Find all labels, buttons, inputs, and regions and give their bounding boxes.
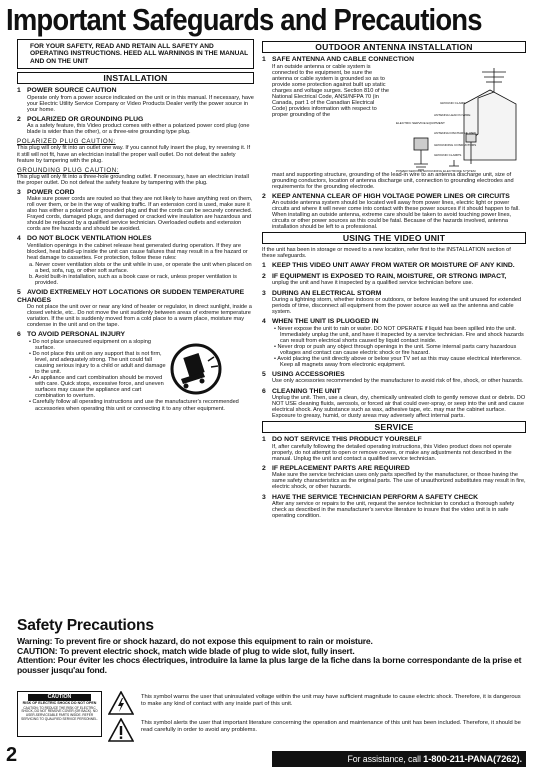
assistance-phone: 1-800-211-PANA(7262). (423, 753, 522, 764)
warning-line: Warning: To prevent fire or shock hazard, do not expose this equipment to rain or moisture. (17, 636, 373, 646)
intro-warning-box: FOR YOUR SAFETY, READ AND RETAIN ALL SAFETY AND OPERATING INSTRUCTIONS. HEED ALL WARNINGS IN THE MANUAL AND ON THE UNIT (17, 39, 254, 69)
installation-item-3: 3 POWER CORD Make sure power cords are routed so that they are not likely to have anything rest on them, roll over them, or be in the way of walking traffic. If an extension cord is used, make sure it also has either a polarized or grounded plug and that the cords can be securely connected. Frayed cords, damaged plugs, and damaged or cracked wire insulation are hazardous and should be replaced by a qualified service technician. Overloaded outlets and extension cords are fire hazards and should be avoided. (17, 188, 253, 233)
vent-rule-a: a. Never cover ventilation slots or the unit while in use, or operate the unit when placed on a bed, sofa, rug, or other soft surface. (29, 262, 252, 275)
safety-precautions-title: Safety Precautions (17, 617, 154, 634)
attention-line: Attention: Pour éviter les chocs électriques, introduire la lame la plus large de la fiche dans la borne correspondante de la prise et pousser jusqu'au fond. (17, 655, 522, 675)
injury-bullet: • An appliance and cart combination should be moved with care. Quick stops, excessive force, and uneven surfaces may cause the appliance and cart combination to overturn. (29, 375, 164, 400)
using-intro: If the unit has been in storage or moved to a new location, refer first to the INSTALLATION section of these safeguards. (262, 247, 511, 260)
installation-heading: INSTALLATION (17, 72, 254, 84)
plugged-bullet: • Avoid placing the unit directly above or below your TV set as this may cause electrical interference. Keep all magnets away from electronic equipment. (274, 355, 522, 368)
grounding-plug-caution-text: This plug will only fit into a three-hole grounding outlet. If necessary, have an electrician install the proper outlet. Do not defeat the safety feature by tampering with the plug. (17, 173, 249, 186)
label-electric-service: ELECTRIC SERVICE EQUIPMENT (396, 120, 445, 125)
injury-bullet: • Carefully follow all operating instructions and use the manufacturer's recommended accessories when operating this unit or connecting it to any other equipment. (29, 399, 239, 412)
lightning-symbol-description: This symbol warns the user that uninsulated voltage within the unit may have sufficient magnitude to cause electric shock. Therefore, it is dangerous to make any kind of contact with any inside part of this unit. (141, 694, 521, 707)
assistance-footer: For assistance, call 1-800-211-PANA(7262). (272, 751, 526, 767)
antenna-grounding-diagram (394, 64, 518, 172)
label-ground-clamps: GROUND CLAMPS (434, 152, 462, 157)
polarized-plug-caution-text: This plug will only fit into an outlet one way. If you cannot fully insert the plug, try reversing it. If it still will not fit, have an electrician install the proper wall outlet. Do not defeat the safety feature by tampering with the plug. (17, 145, 251, 164)
label-grounding-conductors: GROUNDING CONDUCTORS (434, 142, 477, 147)
installation-item-6: 6 TO AVOID PERSONAL INJURY • Do not place unsecured equipment on a sloping surface. • Do not place this unit on any support that is not firm, level, and adequately strong. The unit could fall causing serious injury to a child or adult and damage to the unit. • An appliance and cart combination should be moved with care. Quick stops, excessive force, and uneven surfaces may cause the appliance and cart combination to overturn. • Carefully follow all operating instructions and use the manufacturer's recommended accessories when operating this unit or connecting it to any other equipment. (17, 331, 254, 411)
exclamation-symbol-description: This symbol alerts the user that important literature concerning the operation and maintenance of this unit has been included. Therefore, it should be read carefully in order to avoid any problems. (141, 720, 521, 733)
caution-line: CAUTION: To prevent electric shock, match wide blade of plug to wide slot, fully insert. (17, 645, 355, 656)
injury-bullet: • Do not place this unit on any support that is not firm, level, and adequately strong. The unit could fall causing serious injury to a child or adult and damage to the unit. (29, 351, 166, 376)
exclamation-warning-icon (108, 718, 134, 742)
safety-warning-lines (17, 637, 529, 675)
label-grounding-electrode: POWER SERVICE GROUNDING ELECTRODE SYSTEM (396, 168, 476, 172)
caution-label: CAUTION RISK OF ELECTRIC SHOCK DO NOT OPEN CAUTION: TO REDUCE THE RISK OF ELECTRIC SHOCK, DO NOT REMOVE COVER (OR BACK). NO USER-SERVICEABLE PARTS INSIDE. REFER SERVICING TO QUALIFIED SERVICE PERSONNEL. (17, 691, 102, 737)
installation-item-1: 1 POWER SOURCE CAUTION Operate only from a power source indicated on the unit or in this manual. If necessary, have your Electric Utility Service Company or Video Products Dealer verify the power source in your home. (17, 87, 254, 113)
plugged-bullet: • Never drop or push any object through openings in the unit. Some internal parts carry hazardous voltages and contact can cause electric shock or fire hazard. (274, 343, 517, 356)
no-cart-tipping-icon (170, 339, 222, 399)
label-ground-clamp: GROUND CLAMP (440, 100, 466, 105)
outdoor-antenna-heading: OUTDOOR ANTENNA INSTALLATION (262, 41, 526, 53)
plugged-bullet: • Never expose the unit to rain or water. DO NOT OPERATE if liquid has been spilled into the unit. Immediately unplug the unit, and have it inspected by a service technician. Fire and shock hazards can result from electrical shorts caused by liquid contact inside. (274, 325, 524, 344)
installation-item-5: 5 AVOID EXTREMELY HOT LOCATIONS OR SUDDEN TEMPERATURE CHANGES Do not place the unit over or near any kind of heater or regulator, in direct sunlight, inside a closed vehicle, etc.. Do not move the unit suddenly between areas of extreme temperature variation. If the unit is suddenly moved from a cold place to a warm place, moisture may condense in the unit and on the tape. (17, 289, 252, 329)
service-heading: SERVICE (262, 421, 526, 433)
label-discharge-unit: ANTENNA DISCHARGE UNIT (434, 130, 476, 135)
label-lead-in-wire: ANTENNA LEAD IN WIRE (434, 112, 471, 117)
grounding-plug-caution-title: GROUNDING PLUG CAUTION: (17, 166, 120, 174)
lightning-warning-icon (108, 691, 134, 715)
page-title: Important Safeguards and Precautions (6, 3, 482, 37)
left-column (17, 39, 254, 616)
injury-bullet: • Do not place unsecured equipment on a sloping surface. (29, 338, 151, 352)
installation-item-4: 4 DO NOT BLOCK VENTILATION HOLES Ventilation openings in the cabinet release heat generated during operation. If they are blocked, heat build-up inside the unit can cause failures that may result in a fire hazard or heat damage to cassettes. For protection, follow these rules: a. Never cover ventilation slots or the unit while in use, or operate the unit when placed on a bed, sofa, rug, or other soft surface. b. Avoid built-in installation, such as a book case or rack, unless proper ventilation is provided. (17, 235, 254, 286)
vent-rule-b: b. Avoid built-in installation, such as a book case or rack, unless proper ventilation is provided. (29, 274, 237, 287)
page-number: 2 (6, 744, 18, 766)
installation-item-2: 2 POLARIZED OR GROUNDING PLUG As a safety feature, this Video product comes with either a polarized power cord plug (one blade is wider than the other), or a three-wire grounding type plug. (17, 115, 250, 136)
polarized-plug-caution-title: POLARIZED PLUG CAUTION: (17, 138, 116, 146)
right-column: OUTDOOR ANTENNA INSTALLATION 1 SAFE ANTENNA AND CABLE CONNECTION If an outside antenna or cable system is connected to the equipment, be sure the antenna or cable system is grounded so as to provide some protection against built up static charges and voltage surges. Section 810 of the National Electrical Code, ANSI/NFPA 70 (in Canada, part 1 of the Canadian Electrical Code) provides information with respect to proper grounding of the GROUND CLAMP ELECTRIC SERVICE EQUIPMENT ANTENNA LEAD IN WIRE ANTENNA DISCHARGE UNIT GROUNDING CONDUCTORS GROUND CLAMPS POWER SERVICE GROUNDING ELECTRODE SYSTEM mast and supporting structure, grounding of the lead-in wire to an antenna discharge unit, size of grounding conductors, location of antenna discharge unit, connection to grounding electrodes and requirements for the grounding electrode. 2 KEEP ANTENNA CLEAR OF HIGH VOLTAGE POWER LINES OR CIRCUITS An outside antenna system should be located well away from power lines, electric light or power circuits and where it will never come into contact with these power sources if it should happen to fall. When installing an outside antenna, extreme care should be taken to avoid touching power lines, circuits or other power sources as this could be fatal. Because of the hazards involved, antenna installation should be left to a professional. USING THE VIDEO UNIT If the unit has been in storage or moved to a new location, refer first to the INSTALLATION section of these safeguards. 1 KEEP THIS VIDEO UNIT AWAY FROM WATER OR MOISTURE OF ANY KIND. 2 IF EQUIPMENT IS EXPOSED TO RAIN, MOISTURE, OR STRONG IMPACT, unplug the unit and have it inspected by a qualified service technician before use. 3 DURING AN ELECTRICAL STORM During a lightning storm, whether indoors or outdoors, or before leaving the unit unused for extended periods of time, disconnect all equipment from the power source as well as the antenna and cable system. 4 WHEN THE UNIT IS PLUGGED IN • Never expose the unit to rain or water. DO NOT OPERATE if liquid has been spilled into the unit. Immediately unplug the unit, and have it inspected by a service technician. Fire and shock hazards can result from electrical shorts caused by liquid contact inside. • Never drop or push any object through openings in the unit. Some internal parts carry hazardous voltages and contact can cause electric shock or fire hazard. • Avoid placing the unit directly above or below your TV set as this may cause electrical interference. Keep all magnets away from electronic equipment. 5 USING ACCESSORIES Use only accessories recommended by the manufacturer to avoid risk of fire, shock, or other hazards. 6 CLEANING THE UNIT Unplug the unit. Then, use a clean, dry, chemically untreated cloth to gently remove dust or debris. DO NOT USE cleaning fluids, aerosols, or forced air that could over-spray, or seep into the unit and cause electrical shock. Any substance such as wax, adhesive tape, etc. may mar the cabinet surface. Exposure to greasy, humid, or dusty areas may adversely affect internal parts. SERVICE 1 DO NOT SERVICE THIS PRODUCT YOURSELF If, after carefully following the detailed operating instructions, this Video product does not operate properly, do not attempt to open or remove covers, or make any adjustments not described in the manual. Unplug the unit and contact a qualified service technician. 2 IF REPLACEMENT PARTS ARE REQUIRED Make sure the service technician uses only parts specified by the manufacturer, or those having the same safety characteristics as the original parts. The use of unauthorized substitutes may result in fire, electric shock, or other hazards. 3 HAVE THE SERVICE TECHNICIAN PERFORM A SAFETY CHECK After any service or repairs to the unit, request the service technician to conduct a thorough safety check as described in the manufacturer's service literature to insure that the video unit is in safe operating condition. (262, 42, 526, 520)
using-video-unit-heading: USING THE VIDEO UNIT (262, 232, 526, 244)
